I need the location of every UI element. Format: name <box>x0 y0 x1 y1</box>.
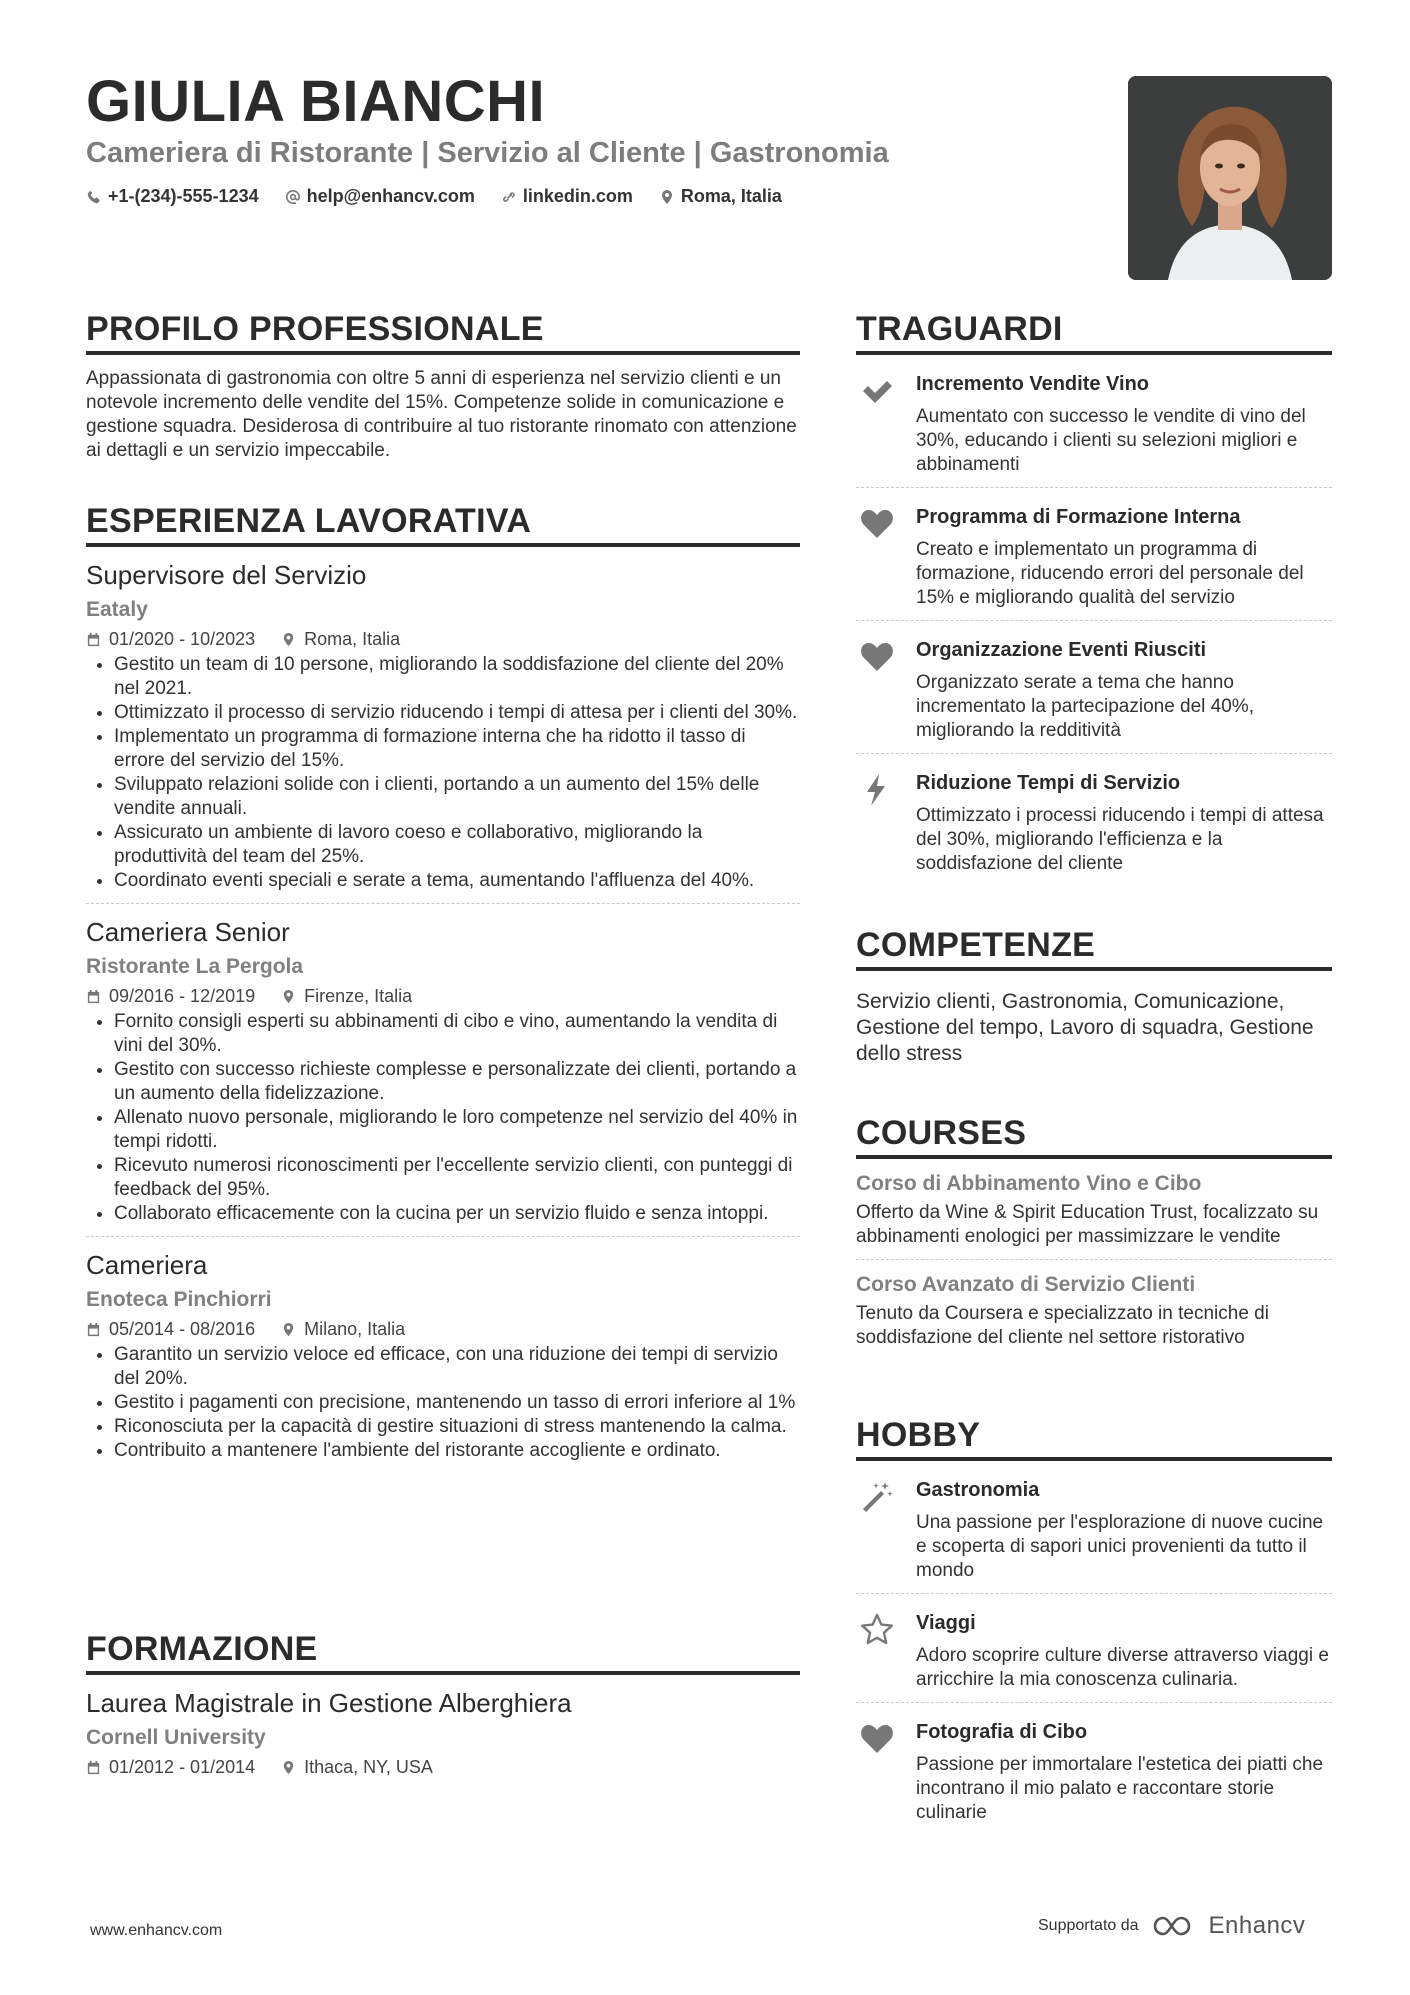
section-title: COMPETENZE <box>856 926 1332 971</box>
achievement-item <box>856 488 1332 621</box>
bullet-item: • Gestito i pagamenti con precisione, mantenendo un tasso di errori inferiore al 1% <box>114 1391 800 1415</box>
bullet-item: • Gestito un team di 10 persone, migliorando la soddisfazione del cliente del 20% nel 2021. <box>114 653 800 701</box>
hobby-item <box>856 1461 1332 1594</box>
footer-branding <box>1038 1912 1305 1940</box>
course-title: Corso di Abbinamento Vino e Cibo <box>856 1172 1202 1196</box>
bullet-item: • Coordinato eventi speciali e serate a tema, aumentando l'affluenza del 40%. <box>114 869 800 893</box>
bullet-item: • Allenato nuovo personale, migliorando le loro competenze nel servizio del 40% in tempi ridotti. <box>114 1106 800 1154</box>
achievement-title: Programma di Formazione Interna <box>916 506 1241 529</box>
profile-photo <box>1128 76 1332 280</box>
bullet-item: • Implementato un programma di formazione interna che ha ridotto il tasso di errore del servizio del 15%. <box>114 725 800 773</box>
job-entry <box>86 1249 800 1473</box>
achievement-desc: Creato e implementato un programma di formazione, riducendo errori del personale del 15% e migliorando qualità del servizio <box>916 539 1304 609</box>
hobby-desc: Una passione per l'esplorazione di nuove cucine e scoperta di sapori unici provenienti da tutto il mondo <box>916 1512 1324 1582</box>
location-pin-icon <box>659 189 675 205</box>
course-title: Corso Avanzato di Servizio Clienti <box>856 1273 1196 1297</box>
phone-icon <box>86 189 102 205</box>
contact-linkedin[interactable] <box>501 186 633 207</box>
candidate-name: GIULIA BIANCHI <box>86 69 546 134</box>
hobby-title: Fotografia di Cibo <box>916 1721 1088 1744</box>
course-desc: Tenuto da Coursera e specializzato in tecniche di soddisfazione del cliente nel settore ristorativo <box>856 1303 1269 1349</box>
bullet-item: • Riconosciuta per la capacità di gestire situazioni di stress mantenendo la calma. <box>114 1415 800 1439</box>
profile-summary: Appassionata di gastronomia con oltre 5 anni di esperienza nel servizio clienti e un notevole incremento delle vendite del 15%. Competenze solide in comunicazione e gestione squadra. Desiderosa di contribuire al tuo ristorante rinomato con attenzione ai dettagli e un servizio impeccabile. <box>86 368 797 462</box>
job-entry <box>86 916 800 1237</box>
job-role: Cameriera <box>86 1250 208 1281</box>
linkedin-text: linkedin.com <box>522 186 633 206</box>
heart-icon <box>859 1721 895 1757</box>
achievement-item <box>856 754 1332 886</box>
achievement-item <box>856 621 1332 754</box>
calendar-icon <box>86 632 101 647</box>
course-item <box>856 1260 1332 1360</box>
footer-website[interactable]: www.enhancv.com <box>90 1922 223 1939</box>
calendar-icon <box>86 1322 101 1337</box>
job-location: Milano, Italia <box>304 1319 406 1340</box>
job-meta <box>86 984 800 1008</box>
bullet-item: • Gestito con successo richieste complesse e personalizzate dei clienti, portando a un aumento della fidelizzazione. <box>114 1058 800 1106</box>
bullet-item: • Contribuito a mantenere l'ambiente del ristorante accogliente e ordinato. <box>114 1439 800 1463</box>
job-bullets <box>86 1010 800 1226</box>
section-title: HOBBY <box>856 1416 1332 1461</box>
achievement-title: Riduzione Tempi di Servizio <box>916 772 1181 795</box>
course-desc: Offerto da Wine & Spirit Education Trust, focalizzato su abbinamenti enologici per massimizzare le vendite <box>856 1202 1319 1248</box>
job-dates: 05/2014 - 08/2016 <box>109 1319 256 1340</box>
candidate-headline: Cameriera di Ristorante | Servizio al Cliente | Gastronomia <box>86 137 889 169</box>
bullet-item: • Assicurato un ambiente di lavoro coeso e collaborativo, migliorando la produttività del team del 25%. <box>114 821 800 869</box>
job-role: Supervisore del Servizio <box>86 560 367 591</box>
bullet-item: • Sviluppato relazioni solide con i clienti, portando a un aumento del 15% delle vendite annuali. <box>114 773 800 821</box>
section-title: FORMAZIONE <box>86 1630 800 1675</box>
location-pin-icon <box>281 1322 296 1337</box>
contact-bar <box>86 186 782 207</box>
degree-title: Laurea Magistrale in Gestione Alberghiera <box>86 1688 572 1719</box>
section-title: TRAGUARDI <box>856 310 1332 355</box>
job-role: Cameriera Senior <box>86 917 290 948</box>
bullet-item: • Collaborato efficacemente con la cucina per un servizio fluido e senza intoppi. <box>114 1202 800 1226</box>
job-entry <box>86 559 800 904</box>
hobby-item <box>856 1703 1332 1835</box>
profile-section <box>86 310 800 463</box>
check-icon <box>859 373 895 409</box>
location-pin-icon <box>281 1760 296 1775</box>
hobby-desc: Passione per immortalare l'estetica dei piatti che incontrano il mio palato e raccontare storie culinarie <box>916 1754 1324 1824</box>
education-dates: 01/2012 - 01/2014 <box>109 1757 256 1778</box>
heart-icon <box>859 639 895 675</box>
job-dates: 09/2016 - 12/2019 <box>109 986 256 1007</box>
contact-location <box>659 186 782 207</box>
contact-email[interactable] <box>285 186 475 207</box>
bullet-item: • Garantito un servizio veloce ed efficace, con una riduzione dei tempi di servizio del 20%. <box>114 1343 800 1391</box>
calendar-icon <box>86 1760 101 1775</box>
powered-by-label: Supportato da <box>1038 1917 1139 1934</box>
job-location: Roma, Italia <box>304 629 401 650</box>
bullet-item: • Ricevuto numerosi riconoscimenti per l'eccellente servizio clienti, con punteggi di feedback del 95%. <box>114 1154 800 1202</box>
achievement-desc: Ottimizzato i processi riducendo i tempi di attesa del 30%, migliorando l'efficienza e la soddisfazione del cliente <box>916 805 1324 875</box>
enhancv-logo-icon <box>1151 1913 1197 1939</box>
job-company: Ristorante La Pergola <box>86 955 304 979</box>
hobby-desc: Adoro scoprire culture diverse attraverso viaggi e arricchire la mia conoscenza culinaria. <box>916 1645 1329 1691</box>
experience-section <box>86 502 800 1483</box>
skills-list: Servizio clienti, Gastronomia, Comunicazione, Gestione del tempo, Lavoro di squadra, Gestione dello stress <box>856 990 1314 1066</box>
hobby-title: Viaggi <box>916 1612 976 1635</box>
location-pin-icon <box>281 632 296 647</box>
job-company: Eataly <box>86 598 148 622</box>
portrait-illustration <box>1128 76 1332 280</box>
bullet-item: • Fornito consigli esperti su abbinamenti di cibo e vino, aumentando la vendita di vini del 30%. <box>114 1010 800 1058</box>
link-icon <box>501 189 517 205</box>
job-dates: 01/2020 - 10/2023 <box>109 629 256 650</box>
achievement-title: Organizzazione Eventi Riusciti <box>916 639 1207 662</box>
section-title: ESPERIENZA LAVORATIVA <box>86 502 800 547</box>
school-name: Cornell University <box>86 1726 266 1750</box>
location-text: Roma, Italia <box>680 186 782 206</box>
job-meta <box>86 1317 800 1341</box>
job-meta <box>86 627 800 651</box>
bullet-item: • Ottimizzato il processo di servizio riducendo i tempi di attesa per i clienti del 30%. <box>114 701 800 725</box>
email-text: help@enhancv.com <box>306 186 475 206</box>
star-icon <box>859 1612 895 1648</box>
education-location: Ithaca, NY, USA <box>304 1757 433 1778</box>
achievements-section <box>856 310 1332 886</box>
calendar-icon <box>86 989 101 1004</box>
achievement-title: Incremento Vendite Vino <box>916 373 1150 396</box>
section-title: COURSES <box>856 1114 1332 1159</box>
education-section <box>86 1630 800 1779</box>
achievement-desc: Aumentato con successo le vendite di vino del 30%, educando i clienti su selezioni migliori e abbinamenti <box>916 406 1306 476</box>
job-bullets <box>86 1343 800 1463</box>
lightning-icon <box>859 772 895 808</box>
achievement-item <box>856 355 1332 488</box>
at-icon <box>285 189 301 205</box>
education-meta <box>86 1755 800 1779</box>
job-company: Enoteca Pinchiorri <box>86 1288 272 1312</box>
brand-name: Enhancv <box>1208 1912 1306 1939</box>
achievement-desc: Organizzato serate a tema che hanno incrementato la partecipazione del 40%, migliorando la redditività <box>916 672 1254 742</box>
phone-text: +1-(234)-555-1234 <box>108 186 259 206</box>
course-item <box>856 1159 1332 1260</box>
hobby-item <box>856 1594 1332 1703</box>
magic-wand-icon <box>859 1479 895 1515</box>
courses-section <box>856 1114 1332 1360</box>
hobby-section <box>856 1416 1332 1835</box>
location-pin-icon <box>281 989 296 1004</box>
section-title: PROFILO PROFESSIONALE <box>86 310 800 355</box>
job-bullets <box>86 653 800 893</box>
hobby-title: Gastronomia <box>916 1479 1040 1502</box>
skills-section <box>856 926 1332 1067</box>
contact-phone[interactable] <box>86 186 259 207</box>
job-location: Firenze, Italia <box>304 986 413 1007</box>
heart-icon <box>859 506 895 542</box>
